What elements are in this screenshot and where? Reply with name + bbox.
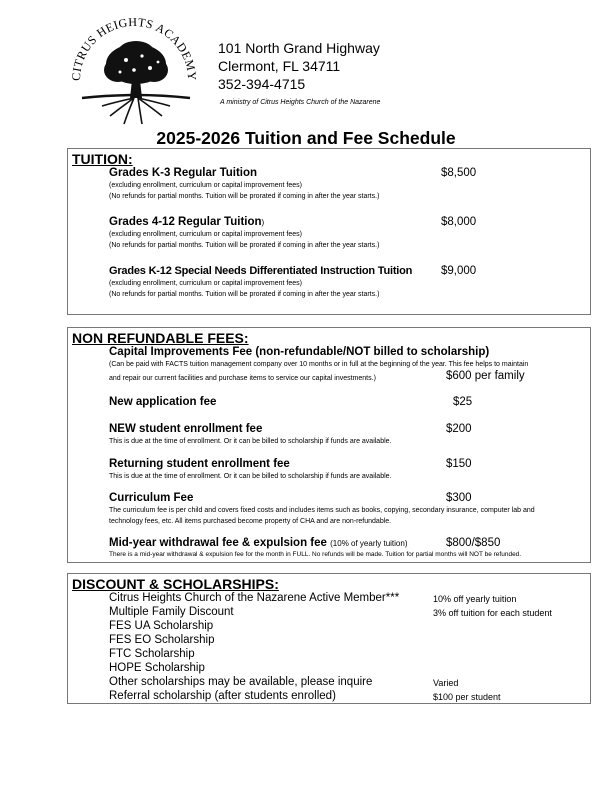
discount-church-member: Citrus Heights Church of the Nazarene Active Member*** [109,592,400,604]
tuition-4-12-title: Grades 4-12 Regular Tuition) [109,216,265,228]
tuition-4-12-note-1: (excluding enrollment, curriculum or capital improvement fees) [109,231,302,238]
tuition-special-needs-price: $9,000 [441,265,477,277]
discount-multiple-family-value: 3% off tuition for each student [433,608,552,618]
fees-section [67,327,591,563]
curriculum-fee-note-2: technology fees, etc. All items purchased become property of CHA and are non-refundable. [109,518,392,525]
scholarship-other: Other scholarships may be available, please inquire [109,676,373,688]
returning-enrollment-fee-title: Returning student enrollment fee [109,458,290,470]
address-line-1: 101 North Grand Highway [218,40,380,56]
scholarship-other-value: Varied [433,678,459,688]
capital-fee-note-2: and repair our current facilities and purchase items to service our capital investments.) [109,375,376,382]
scholarship-hope: HOPE Scholarship [109,662,205,674]
new-enrollment-fee-note: This is due at the time of enrollment. Or it can be billed to scholarship if funds are available. [109,438,392,445]
scholarship-referral: Referral scholarship (after students enrolled) [109,690,336,702]
scholarship-fes-eo: FES EO Scholarship [109,634,215,646]
returning-enrollment-fee-note: This is due at the time of enrollment. Or it can be billed to scholarship if funds are available. [109,473,392,480]
tuition-special-needs-title: Grades K-12 Special Needs Differentiated Instruction Tuition [109,265,413,277]
tuition-k3-price: $8,500 [441,167,477,179]
logo-text: CITRUS HEIGHTS ACADEMY [70,14,198,82]
curriculum-fee-note-1: The curriculum fee is per child and covers fixed costs and includes items such as books, copying, secondary insurance, computer lab and [109,507,535,514]
page-title: 2025-2026 Tuition and Fee Schedule [156,128,456,148]
withdrawal-fee-title: Mid-year withdrawal fee & expulsion fee (10% of yearly tuition) [109,537,408,549]
withdrawal-fee-note: There is a mid-year withdrawal & expulsion fee for the month in FULL. No refunds will be made. Tuition for partial months will NOT be refunded. [109,551,522,558]
tuition-4-12-note-2: (No refunds for partial months. Tuition will be prorated if coming in after the year starts.) [109,242,380,249]
discount-church-member-value: 10% off yearly tuition [433,594,517,604]
address-line-2: Clermont, FL 34711 [218,58,341,74]
scholarship-fes-ua: FES UA Scholarship [109,620,214,632]
returning-enrollment-fee-price: $150 [446,458,472,470]
capital-fee-note-1: (Can be paid with FACTS tuition management company over 10 months or in full at the beginning of the year. This fee helps to maintain [109,361,529,368]
tuition-4-12-price: $8,000 [441,216,477,228]
tuition-section [67,148,591,315]
tuition-k3-note-1: (excluding enrollment, curriculum or capital improvement fees) [109,182,302,189]
discounts-heading: DISCOUNT & SCHOLARSHIPS: [72,576,279,592]
fees-heading: NON REFUNDABLE FEES: [72,330,249,346]
capital-fee-price: $600 per family [446,370,525,382]
capital-fee-title: Capital Improvements Fee (non-refundable/NOT billed to scholarship) [109,346,490,358]
tuition-special-needs-note-1: (excluding enrollment, curriculum or capital improvement fees) [109,280,302,287]
application-fee-price: $25 [453,396,473,408]
tuition-heading: TUITION: [72,151,133,167]
curriculum-fee-title: Curriculum Fee [109,492,194,504]
phone-number: 352-394-4715 [218,76,306,92]
discounts-section [67,573,591,704]
application-fee-title: New application fee [109,396,217,408]
tuition-k3-note-2: (No refunds for partial months. Tuition will be prorated if coming in after the year starts.) [109,193,380,200]
discount-multiple-family: Multiple Family Discount [109,606,234,618]
scholarship-ftc: FTC Scholarship [109,648,195,660]
tuition-k3-title: Grades K-3 Regular Tuition [109,167,258,179]
tuition-special-needs-note-2: (No refunds for partial months. Tuition will be prorated if coming in after the year starts.) [109,291,380,298]
scholarship-referral-value: $100 per student [433,692,501,702]
withdrawal-fee-price: $800/$850 [446,537,501,549]
new-enrollment-fee-price: $200 [446,423,472,435]
new-enrollment-fee-title: NEW student enrollment fee [109,423,263,435]
ministry-line: A ministry of Citrus Heights Church of the Nazarene [220,99,381,106]
curriculum-fee-price: $300 [446,492,472,504]
academy-logo [70,12,198,130]
